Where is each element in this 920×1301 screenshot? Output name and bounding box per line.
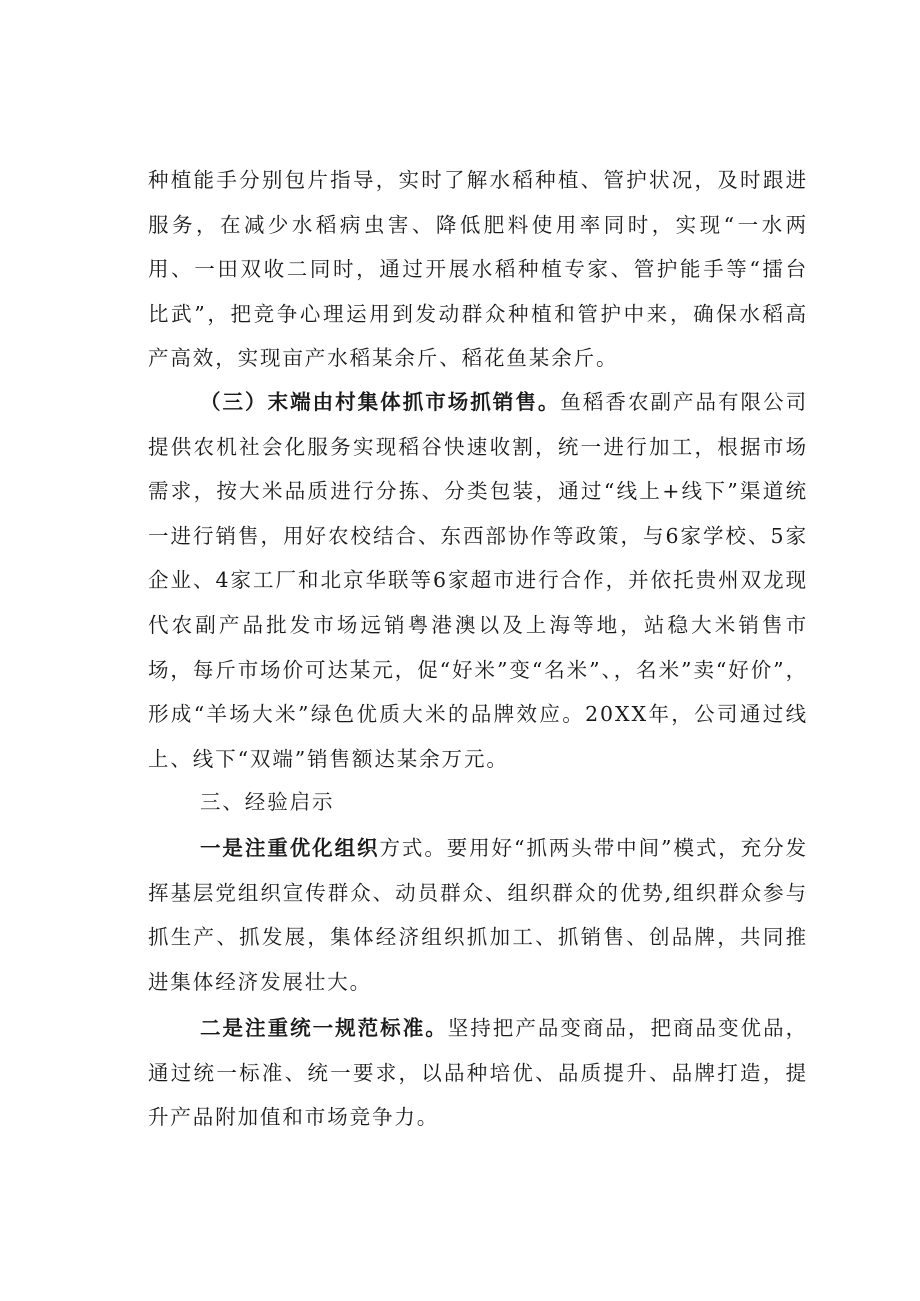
paragraph-village-sales xyxy=(148,380,808,781)
paragraph-text: 鱼稻香农副产品有限公司提供农机社会化服务实现稻谷快速收割，统一进行加工，根据市场需求，按大米品质进行分拣、分类包装，通过“线上+线下”渠道统一进行销售，用好农校结合、东西部协作等政策，与6家学校、5家企业、4家工厂和北京华联等6家超市进行合作，并依托贵州双龙现代农副产品批发市场远销粤港澳以及上海等地，站稳大米销售市场，每斤市场价可达某元，促“好米”变“名米”、，名米”卖“好价”，形成“羊场大米”绿色优质大米的品牌效应。20XX年，公司通过线上、线下“双端”销售额达某余万元。 xyxy=(148,390,809,771)
section-heading-text: 三、经验启示 xyxy=(200,790,335,814)
paragraph-lead: （三）末端由村集体抓市场抓销售。 xyxy=(200,390,561,414)
section-heading xyxy=(148,780,808,825)
paragraph-optimize-organization xyxy=(148,826,808,1004)
paragraph-rice-planting xyxy=(148,158,808,381)
paragraph-text: 种植能手分别包片指导，实时了解水稻种植、管护状况，及时跟进服务，在减少水稻病虫害、降低肥料使用率同时，实现“一水两用、一田双收二同时，通过开展水稻种植专家、管护能手等“擂台比武”，把竞争心理运用到发动群众种植和管护中来，确保水稻高产高效，实现亩产水稻某余斤、稻花鱼某余斤。 xyxy=(148,168,808,371)
paragraph-text: 方式。要用好“抓两头带中间”模式，充分发挥基层党组织宣传群众、动员群众、组织群众的优势,组织群众参与抓生产、抓发展，集体经济组织抓加工、抓销售、创品牌，共同推进集体经济发展壮大。 xyxy=(148,836,808,994)
paragraph-lead: 一是注重优化组织 xyxy=(200,836,380,860)
paragraph-unified-standards xyxy=(148,1006,808,1140)
paragraph-lead: 二是注重统一规范标准。 xyxy=(200,1016,448,1040)
paragraph-text: 坚持把产品变商品，把商品变优品，通过统一标准、统一要求，以品种培优、品质提升、品牌打造，提升产品附加值和市场竞争力。 xyxy=(148,1016,808,1130)
